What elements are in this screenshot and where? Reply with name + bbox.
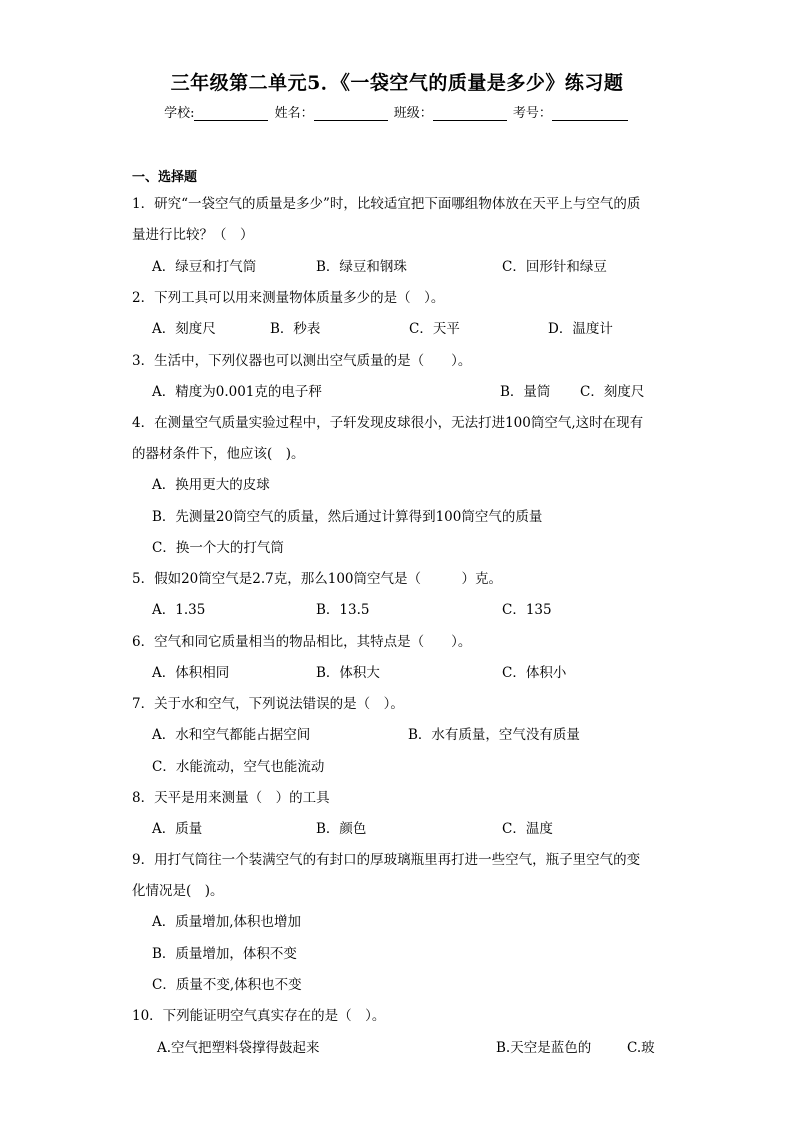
question-10-option-b[interactable]: B.天空是蓝色的	[496, 1040, 592, 1056]
question-4-option-b[interactable]: B．先测量20筒空气的质量，然后通过计算得到100筒空气的质量	[152, 509, 543, 525]
page-title: 三年级第二单元5．《一袋空气的质量是多少》练习题	[170, 72, 624, 94]
question-9-option-c[interactable]: C．质量不变,体积也不变	[152, 977, 302, 993]
question-7-option-b[interactable]: B．水有质量，空气没有质量	[408, 727, 580, 743]
question-2-option-d[interactable]: D．温度计	[548, 321, 613, 337]
question-5-option-b[interactable]: B．13.5	[316, 602, 370, 618]
question-1-line-2: 量进行比较？（ ）	[132, 227, 254, 243]
class-label: 班级：	[393, 106, 433, 121]
question-10-option-a[interactable]: A.空气把塑料袋撑得鼓起来	[157, 1040, 320, 1056]
name-label: 姓名：	[274, 106, 314, 121]
question-5-option-a[interactable]: A．1.35	[152, 602, 206, 618]
exam-number-label: 考号：	[512, 106, 552, 121]
question-4-line-1: 4．在测量空气质量实验过程中，子轩发现皮球很小，无法打进100筒空气,这时在现有	[132, 415, 644, 431]
question-7-option-a[interactable]: A．水和空气都能占据空间	[152, 727, 311, 743]
name-blank[interactable]	[314, 106, 388, 121]
question-10-option-c[interactable]: C.玻	[627, 1040, 655, 1056]
question-5-line-1: 5．假如20筒空气是2.7克，那么100筒空气是（ ）克。	[132, 571, 503, 587]
question-6-option-b[interactable]: B．体积大	[316, 665, 380, 681]
question-9-option-b[interactable]: B．质量增加，体积不变	[152, 946, 297, 962]
question-8-line-1: 8．天平是用来测量（ ）的工具	[132, 790, 330, 806]
question-8-option-a[interactable]: A．质量	[152, 821, 203, 837]
question-6-option-c[interactable]: C．体积小	[502, 665, 567, 681]
question-2-option-a[interactable]: A．刻度尺	[152, 321, 216, 337]
question-9-line-2: 化情况是( )。	[132, 883, 224, 899]
question-8-option-b[interactable]: B．颜色	[316, 821, 367, 837]
question-9-line-1: 9．用打气筒往一个装满空气的有封口的厚玻璃瓶里再打进一些空气，瓶子里空气的变	[132, 852, 641, 868]
question-6-option-a[interactable]: A．体积相同	[152, 665, 230, 681]
question-3-option-c[interactable]: C．刻度尺	[580, 384, 645, 400]
question-1-option-a[interactable]: A．绿豆和打气筒	[152, 259, 257, 275]
question-8-option-c[interactable]: C．温度	[502, 821, 553, 837]
question-2-option-b[interactable]: B．秒表	[270, 321, 321, 337]
exam-number-blank[interactable]	[552, 106, 628, 121]
question-4-line-2: 的器材条件下，他应该( )。	[132, 446, 305, 462]
question-2-line-1: 2．下列工具可以用来测量物体质量多少的是（ ）。	[132, 290, 445, 306]
question-3-option-b[interactable]: B．量筒	[500, 384, 551, 400]
school-blank[interactable]	[194, 106, 268, 121]
class-blank[interactable]	[433, 106, 507, 121]
question-7-option-c[interactable]: C．水能流动，空气也能流动	[152, 759, 325, 775]
question-3-option-a[interactable]: A．精度为0.001克的电子秤	[152, 384, 322, 400]
question-1-line-1: 1．研究“一袋空气的质量是多少”时，比较适宜把下面哪组物体放在天平上与空气的质	[132, 196, 641, 212]
question-7-line-1: 7．关于水和空气，下列说法错误的是（ ）。	[132, 696, 404, 712]
student-info-row	[0, 102, 794, 121]
question-4-option-a[interactable]: A．换用更大的皮球	[152, 477, 270, 493]
question-5-option-c[interactable]: C．135	[502, 602, 552, 618]
question-9-option-a[interactable]: A．质量增加,体积也增加	[152, 914, 302, 930]
question-3-line-1: 3．生活中，下列仪器也可以测出空气质量的是（ ）。	[132, 353, 472, 369]
question-1-option-c[interactable]: C．回形针和绿豆	[502, 259, 607, 275]
question-6-line-1: 6．空气和同它质量相当的物品相比，其特点是（ ）。	[132, 634, 472, 650]
question-1-option-b[interactable]: B．绿豆和钢珠	[316, 259, 407, 275]
school-label: 学校:	[164, 106, 195, 121]
section-title: 一、选择题	[132, 170, 198, 185]
question-4-option-c[interactable]: C．换一个大的打气筒	[152, 540, 284, 556]
question-2-option-c[interactable]: C．天平	[409, 321, 460, 337]
question-10-line-1: 10．下列能证明空气真实存在的是（ ）。	[132, 1008, 386, 1024]
